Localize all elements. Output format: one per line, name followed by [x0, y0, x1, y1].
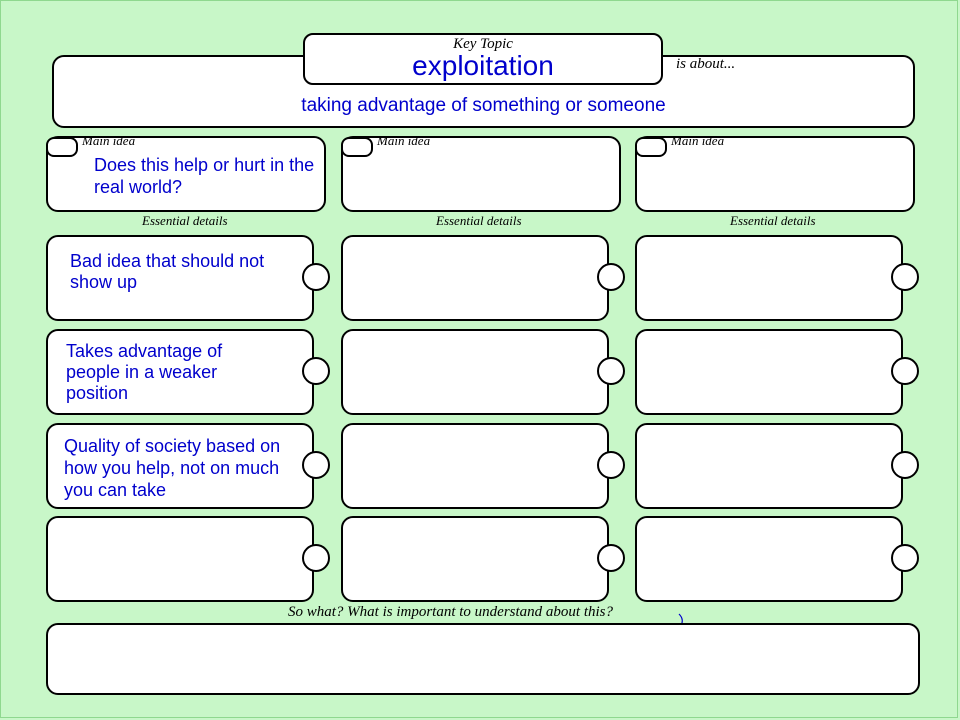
detail-text-c1-r1: Bad idea that should not show up: [70, 251, 265, 292]
connector-circle-c1-r2: [302, 357, 330, 385]
so-what-label: So what? What is important to understand about this?: [288, 604, 614, 620]
detail-box-c1-r2: [46, 329, 314, 415]
topic-definition-text: taking advantage of something or someone: [301, 95, 666, 116]
essential-details-label-3: Essential details: [730, 213, 816, 228]
connector-circle-c2-r2: [597, 357, 625, 385]
main-idea-label-1: Main idea: [82, 133, 136, 148]
detail-text-c1-r2: Takes advantage of people in a weaker position: [66, 341, 223, 403]
connector-circle-c1-r4: [302, 544, 330, 572]
is-about-label: is about...: [676, 56, 736, 72]
essential-details-label-2: Essential details: [436, 213, 522, 228]
connector-circle-c3-r1: [891, 263, 919, 291]
main-idea-label-3: Main idea: [671, 133, 725, 148]
detail-box-c1-r4: [46, 516, 314, 602]
main-idea-tab-1: [46, 137, 78, 157]
detail-box-c2-r1: [341, 235, 609, 321]
connector-circle-c1-r3: [302, 451, 330, 479]
detail-box-c3-r4: [635, 516, 903, 602]
detail-box-c2-r2: [341, 329, 609, 415]
detail-box-c1-r3: [46, 423, 314, 509]
detail-text-c1-r3: Quality of society based on how you help, not on much you can take: [64, 436, 281, 500]
connector-circle-c2-r3: [597, 451, 625, 479]
main-idea-label-2: Main idea: [377, 133, 431, 148]
so-what-box: [46, 623, 920, 695]
main-idea-tab-3: [635, 137, 667, 157]
detail-box-c1-r1: [46, 235, 314, 321]
main-idea-text-1: Does this help or hurt in the real world?: [94, 155, 315, 197]
connector-circle-c3-r4: [891, 544, 919, 572]
connector-circle-c2-r1: [597, 263, 625, 291]
detail-box-c3-r3: [635, 423, 903, 509]
key-topic-box: [303, 33, 663, 85]
detail-box-c2-r4: [341, 516, 609, 602]
topic-title: exploitation: [412, 50, 554, 81]
detail-box-c3-r2: [635, 329, 903, 415]
detail-box-c2-r3: [341, 423, 609, 509]
connector-circle-c2-r4: [597, 544, 625, 572]
connector-circle-c3-r3: [891, 451, 919, 479]
detail-box-c3-r1: [635, 235, 903, 321]
connector-circle-c1-r1: [302, 263, 330, 291]
main-idea-tab-2: [341, 137, 373, 157]
connector-circle-c3-r2: [891, 357, 919, 385]
essential-details-label-1: Essential details: [142, 213, 228, 228]
key-topic-label: Key Topic: [453, 36, 513, 52]
